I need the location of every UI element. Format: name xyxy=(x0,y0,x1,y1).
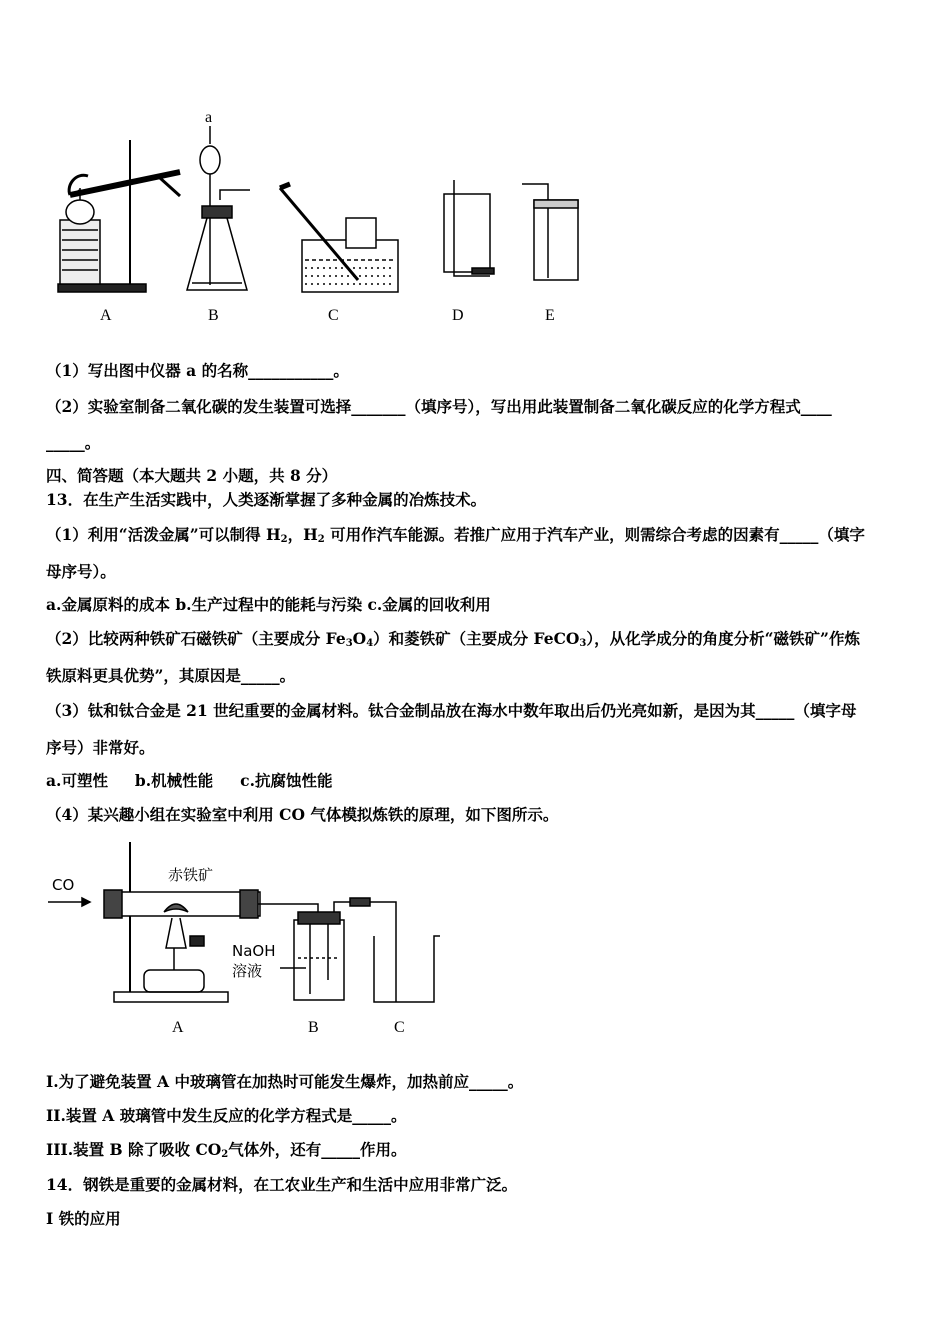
label-apparatus-a: A xyxy=(100,307,112,324)
apparatus-figure-1 xyxy=(40,100,600,330)
q13-options-3: a.可塑性 b.机械性能 c.抗腐蚀性能 xyxy=(46,771,333,790)
section-heading: 四、简答题（本大题共 2 小题，共 8 分） xyxy=(46,466,338,485)
q13-options-1: a.金属原料的成本 b.生产过程中的能耗与污染 c.金属的回收利用 xyxy=(46,595,491,614)
label-a: a xyxy=(205,109,213,126)
apparatus-c-trough xyxy=(280,184,398,292)
label-fig2-c: C xyxy=(394,1019,405,1036)
naoh-label: NaOH xyxy=(232,942,276,960)
q13-part1-cont: 母序号）。 xyxy=(46,562,116,581)
label-apparatus-d: D xyxy=(452,307,464,324)
q13-part3-cont: 序号）非常好。 xyxy=(46,738,155,757)
label-apparatus-b: B xyxy=(208,307,219,324)
q13-part2: （2）比较两种铁矿石磁铁矿（主要成分 $Fe_3O_4$）和菱铁矿（主要成分 FeCO$_3$），从化学成分的角度分析“磁铁矿”作炼 xyxy=(46,629,860,649)
q13-sub-i: I.为了避免装置 A 中玻璃管在加热时可能发生爆炸，加热前应_____。 xyxy=(46,1072,524,1091)
q12-part2-cont: _____。 xyxy=(46,433,101,452)
solution-label: 溶液 xyxy=(232,962,263,980)
apparatus-a-heating xyxy=(58,140,180,292)
q13-sub-ii: II.装置 A 玻璃管中发生反应的化学方程式是_____。 xyxy=(46,1106,407,1125)
apparatus-figure-2 xyxy=(44,838,464,1043)
apparatus-b-flask xyxy=(187,109,250,290)
q14-stem: 14．钢铁是重要的金属材料，在工农业生产和生活中应用非常广泛。 xyxy=(46,1175,518,1194)
apparatus-d-bottle xyxy=(444,180,494,276)
q13-part3: （3）钛和钛合金是 21 世纪重要的金属材料。钛合金制品放在海水中数年取出后仍光亮如新，是因为其_____（填字母 xyxy=(46,701,857,720)
q14-sub-heading: I 铁的应用 xyxy=(46,1209,121,1228)
q12-part2: （2）实验室制备二氧化碳的发生装置可选择_______（填序号），写出用此装置制备二氧化碳反应的化学方程式____ xyxy=(46,397,832,416)
apparatus-e-bottle xyxy=(522,184,578,280)
q12-part1: （1）写出图中仪器 a 的名称___________。 xyxy=(46,361,349,380)
q13-sub-iii: III.装置 B 除了吸收 $CO_2$气体外，还有_____作用。 xyxy=(46,1140,407,1160)
label-apparatus-c: C xyxy=(328,307,339,324)
ore-label: 赤铁矿 xyxy=(168,866,214,884)
label-fig2-b: B xyxy=(308,1019,319,1036)
label-fig2-a: A xyxy=(172,1019,184,1036)
q13-stem: 13．在生产生活实践中，人类逐渐掌握了多种金属的冶炼技术。 xyxy=(46,490,487,509)
co-label: CO xyxy=(52,876,75,894)
q13-part1: （1）利用“活泼金属”可以制得 $H_2$，$H_2$ 可用作汽车能源。若推广应用于汽车产业，则需综合考虑的因素有_____（填字 xyxy=(46,525,865,545)
q13-part4: （4）某兴趣小组在实验室中利用 CO 气体模拟炼铁的原理，如下图所示。 xyxy=(46,805,559,824)
label-apparatus-e: E xyxy=(545,307,555,324)
q13-part2-cont: 铁原料更具优势”，其原因是_____。 xyxy=(46,666,296,685)
